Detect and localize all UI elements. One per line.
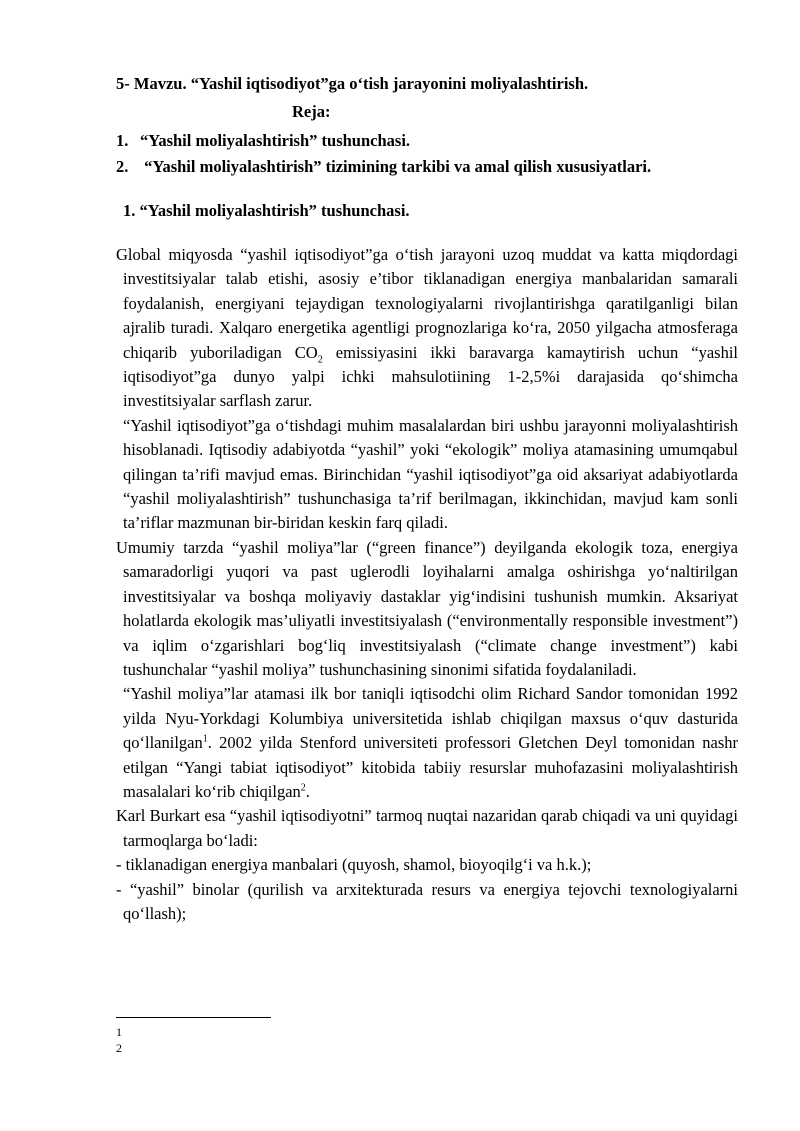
section-title: 1. “Yashil moliyalashtirish” tushunchasi. [123,201,410,220]
plan-item-number: 2. [116,157,129,176]
bullet-text: tiklanadigan energiya manbalari (quyosh, shamol, bioyoqilg‘i va h.k.); [125,855,592,875]
plan-item-number: 1. [116,131,129,150]
bullet-dash: - [116,879,122,899]
plan-title: Reja: [292,102,331,121]
paragraph-text: Global miqyosda “yashil iqtisodiyot”ga o‘tish jarayoni uzoq muddat va katta miqdordagi investitsiyalar talab etishi, asosiy e’tibor tiklanadigan energiya manbalaridan samarali foydalanish, energiyani tejaydigan texnologiyalarni rivojlantirishga qaratilganligi bilan ajralib turadi. Xalqaro energetika agentligi prognozlariga ko‘ra, 2050 yilgacha atmosferaga chiqarib yuboriladigan CO [116,245,738,362]
bullet-item [116,853,738,877]
plan-item [116,154,651,180]
paragraph-text: . [305,781,310,801]
paragraph-text: emissiyasini ikki baravarga kamaytirish uchun “yashil iqtisodiyot”ga dunyo yalpi ichki mahsulotiining 1-2,5%i darajasida qo‘shimcha investitsiyalar sarflash zarur. [123,342,738,411]
bullet-text: “yashil” binolar (qurilish va arxitekturada resurs va energiya tejovchi texnologiyalarni qo‘llash); [123,879,739,923]
bullet-dash: - [116,855,122,875]
footnote-number: 1 [116,1025,122,1039]
paragraph [116,682,738,804]
footnote-separator [116,1017,271,1018]
plan-item [116,128,651,154]
topic-heading: 5- Mavzu. “Yashil iqtisodiyot”ga o‘tish jarayonini moliyalashtirish. [116,74,589,93]
footnote-ref[interactable]: 1 [202,733,208,745]
footnote-ref[interactable]: 2 [300,782,306,794]
paragraph-text: “Yashil moliya”lar atamasi ilk bor taniqli iqtisodchi olim Richard Sandor tomonidan 1992 yilda Nyu-Yorkdagi Kolumbiya universitetida ishlab chiqilgan maxsus o‘quv dasturida qo‘llanilgan [123,684,738,753]
bullet-item [116,878,738,927]
plan-item-text: “Yashil moliyalashtirish” tushunchasi. [140,131,411,150]
paragraph: Umumiy tarzda “yashil moliya”lar (“green finance”) deyilganda ekologik toza, energiya samaradorligi yuqori va past uglerodli loyihalarni amalga oshirishga yo‘naltirilgan investitsiyalar va boshqa moliyaviy dastaklar yig‘indisini tushunish mumkin. Aksariyat holatlarda ekologik mas’uliyatli investitsiyalash (“environmentally responsible investment”) va iqlim o‘zgarishlari bog‘liq investitsiyalash (“climate change investment”) kabi tushunchalar “yashil moliya” tushunchasining sinonimi sifatida foydalaniladi. [116,537,738,679]
body-text [116,243,738,926]
subscript: 2 [317,353,323,365]
paragraph [116,243,738,414]
paragraph: “Yashil iqtisodiyot”ga o‘tishdagi muhim masalalardan biri ushbu jarayonni moliyalashtirish hisoblanadi. Iqtisodiy adabiyotda “yashil” yoki “ekologik” moliya atamasining umumqabul qilingan ta’rifi mavjud emas. Birinchidan “yashil iqtisodiyot”ga oid aksariyat adabiyotlarda “yashil moliyalashtirish” tushunchasiga ta’rif berilmagan, ikkinchidan, mavjud kam sonli ta’riflar mazmunan bir-biridan keskin farq qiladi. [123,415,738,533]
paragraph-text: . 2002 yilda Stenford universiteti professori Gletchen Deyl tomonidan nashr etilgan “Yangi tabiat iqtisodiyot” kitobida tabiiy resurslar muhofazasini moliyalashtirish masalalari ko‘rib chiqilgan [123,733,738,801]
footnote-number: 2 [116,1041,122,1055]
footnotes [116,1024,122,1056]
plan-item-text: “Yashil moliyalashtirish” tizimining tarkibi va amal qilish xususiyatlari. [140,157,652,176]
paragraph: Karl Burkart esa “yashil iqtisodiyotni” tarmoq nuqtai nazaridan qarab chiqadi va uni quyidagi tarmoqlarga bo‘ladi: [116,806,738,850]
plan-list [116,128,651,180]
